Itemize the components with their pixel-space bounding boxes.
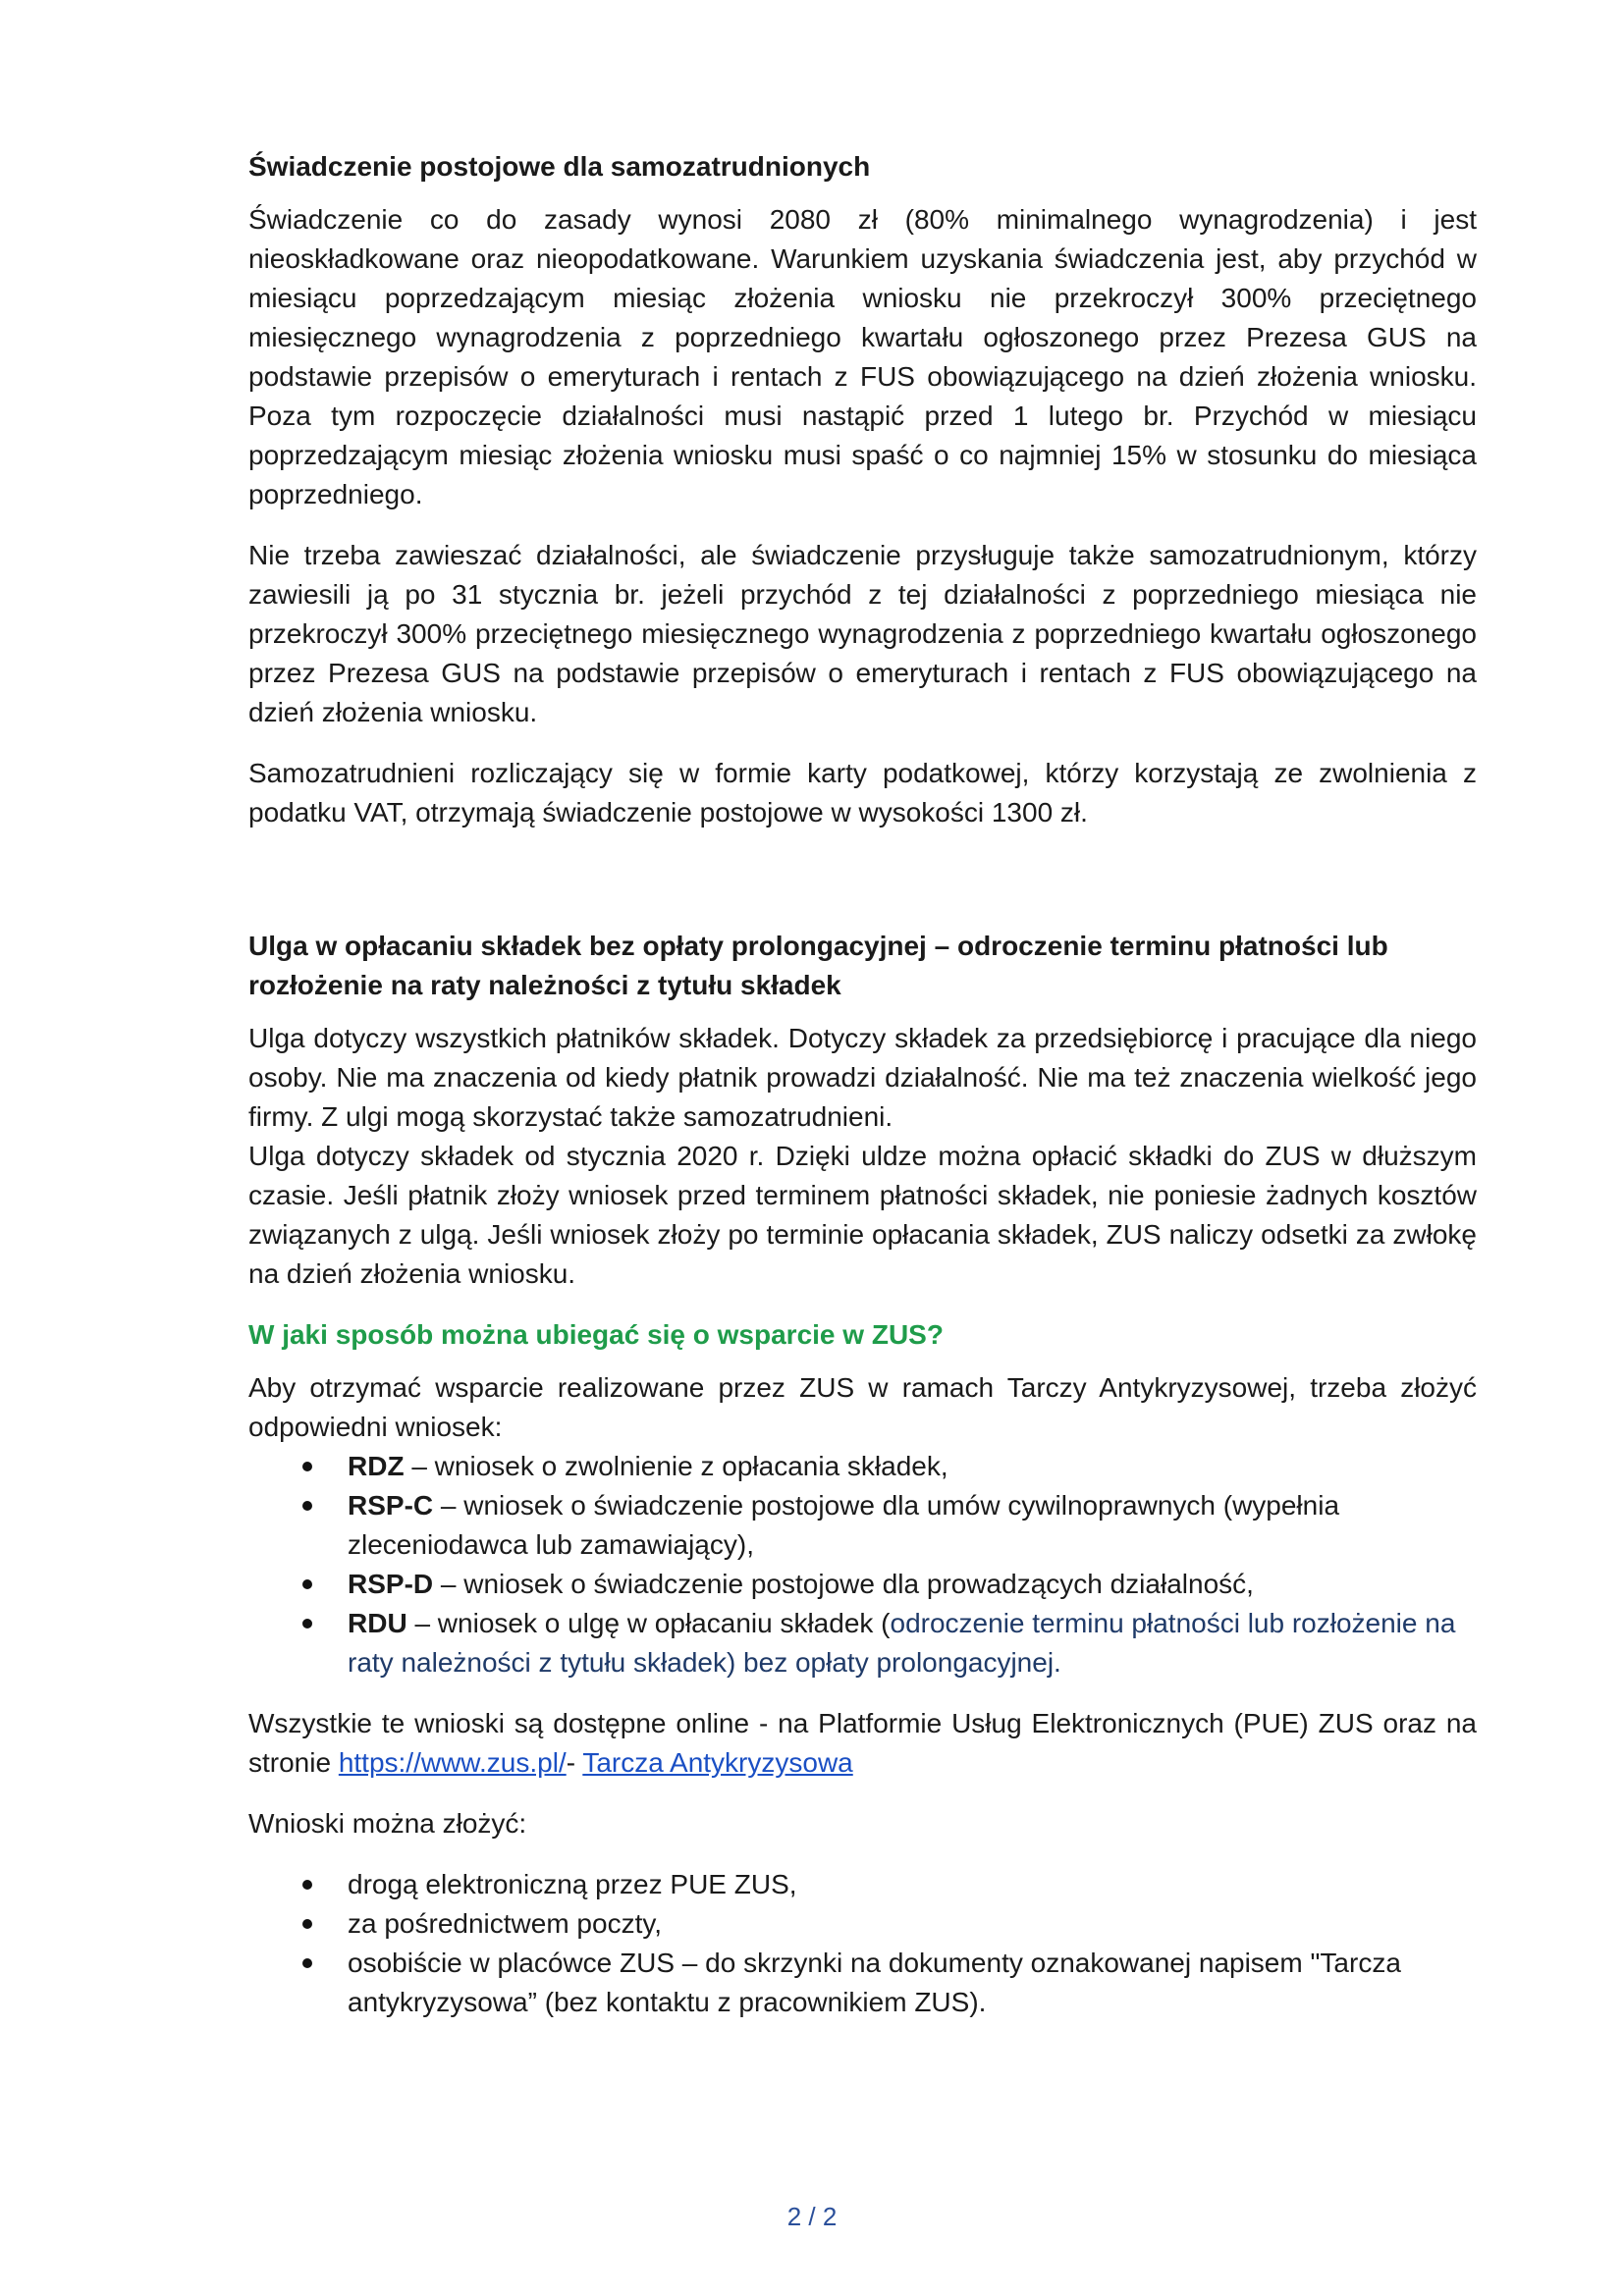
form-description: – wniosek o świadczenie postojowe dla prowadzących działalność, (433, 1569, 1254, 1599)
bullet-icon (302, 1919, 312, 1929)
channel-list-item (302, 1904, 1477, 1944)
channel-text: drogą elektroniczną przez PUE ZUS, (348, 1869, 797, 1899)
paragraph-postojowe-3: Samozatrudnieni rozliczający się w formie karty podatkowej, którzy korzystają ze zwolnienia z podatku VAT, otrzymają świadczenie postojowe w wysokości 1300 zł. (248, 758, 1477, 828)
paragraph-ulga-2: Ulga dotyczy składek od stycznia 2020 r. Dzięki uldze można opłacić składki do ZUS w dłuższym czasie. Jeśli płatnik złoży wniosek przed terminem płatności składek, nie poniesie żadnych kosztów związanych z ulgą. Jeśli wniosek złoży po terminie opłacania składek, ZUS naliczy odsetki za zwłokę na dzień złożenia wniosku. (248, 1141, 1477, 1289)
paragraph-online (248, 1704, 1477, 1783)
form-list-item-rdu (302, 1604, 1477, 1682)
form-description: – wniosek o zwolnienie z opłacania składek, (404, 1451, 948, 1481)
bullet-icon (302, 1958, 312, 1968)
form-code: RDU (348, 1608, 407, 1638)
bullet-icon (302, 1501, 312, 1511)
bullet-icon (302, 1579, 312, 1589)
form-description-highlight: odroczenie terminu płatności lub rozłożenie na raty należności z tytułu składek) bez opłaty prolongacyjnej. (348, 1608, 1456, 1678)
channel-list (248, 1865, 1477, 2022)
paragraph-how-to-submit: Wnioski można złożyć: (248, 1808, 527, 1839)
form-list-item-rdz (302, 1447, 1477, 1486)
channel-list-item (302, 1944, 1477, 2022)
section-heading-postojowe: Świadczenie postojowe dla samozatrudnionych (248, 151, 871, 182)
tarcza-antykryzysowa-link[interactable]: Tarcza Antykryzysowa (582, 1747, 853, 1778)
section-heading-ulga: Ulga w opłacaniu składek bez opłaty prolongacyjnej – odroczenie terminu płatności lub rozłożenie na raty należności z tytułu składek (248, 931, 1388, 1000)
channel-list-item (302, 1865, 1477, 1904)
paragraph-wsparcie-intro: Aby otrzymać wsparcie realizowane przez ZUS w ramach Tarczy Antykryzysowej, trzeba złożyć odpowiedni wniosek: (248, 1372, 1477, 1442)
link-separator: - (566, 1747, 583, 1778)
form-code: RSP-C (348, 1490, 434, 1521)
channel-text: za pośrednictwem poczty, (348, 1908, 663, 1939)
form-description: – wniosek o świadczenie postojowe dla umów cywilnoprawnych (wypełnia zleceniodawca lub zamawiający), (348, 1490, 1340, 1560)
form-description: – wniosek o ulgę w opłacaniu składek ( (406, 1608, 891, 1638)
form-code: RDZ (348, 1451, 405, 1481)
form-list-item-rsp-c (302, 1486, 1477, 1565)
section-heading-wsparcie: W jaki sposób można ubiegać się o wsparcie w ZUS? (248, 1319, 944, 1350)
page-number: 2 / 2 (786, 2202, 838, 2231)
zus-website-link[interactable]: https://www.zus.pl/ (338, 1747, 567, 1778)
bullet-icon (302, 1619, 312, 1629)
form-list-item-rsp-d (302, 1565, 1477, 1604)
form-code: RSP-D (348, 1569, 434, 1599)
bullet-icon (302, 1462, 312, 1471)
bullet-icon (302, 1880, 312, 1890)
channel-text: osobiście w placówce ZUS – do skrzynki na dokumenty oznakowanej napisem "Tarcza antykryzysowa” (bez kontaktu z pracownikiem ZUS). (348, 1948, 1401, 2017)
paragraph-ulga-1: Ulga dotyczy wszystkich płatników składek. Dotyczy składek za przedsiębiorcę i pracujące dla niego osoby. Nie ma znaczenia od kiedy płatnik prowadzi działalność. Nie ma też znaczenia wielkość jego firmy. Z ulgi mogą skorzystać także samozatrudnieni. (248, 1023, 1477, 1132)
online-text: Wszystkie te wnioski są dostępne online - na Platformie Usług Elektronicznych (PUE) ZUS oraz na stronie (248, 1708, 1477, 1778)
paragraph-postojowe-2: Nie trzeba zawieszać działalności, ale świadczenie przysługuje także samozatrudnionym, którzy zawiesili ją po 31 stycznia br. jeżeli przychód z tej działalności z poprzedniego miesiąca nie przekroczył 300% przeciętnego miesięcznego wynagrodzenia z poprzedniego kwartału ogłoszonego przez Prezesa GUS na podstawie przepisów o emeryturach i rentach z FUS obowiązującego na dzień złożenia wniosku. (248, 540, 1477, 727)
paragraph-postojowe-1: Świadczenie co do zasady wynosi 2080 zł (80% minimalnego wynagrodzenia) i jest nieoskładkowane oraz nieopodatkowane. Warunkiem uzyskania świadczenia jest, aby przychód w miesiącu poprzedzającym miesiąc złożenia wniosku nie przekroczył 300% przeciętnego miesięcznego wynagrodzenia z poprzedniego kwartału ogłoszonego przez Prezesa GUS na podstawie przepisów o emeryturach i rentach z FUS obowiązującego na dzień złożenia wniosku. Poza tym rozpoczęcie działalności musi nastąpić przed 1 lutego br. Przychód w miesiącu poprzedzającym miesiąc złożenia wniosku musi spaść o co najmniej 15% w stosunku do miesiąca poprzedniego. (248, 204, 1477, 509)
section-spacer (248, 854, 1477, 927)
form-list (248, 1447, 1477, 1682)
document-page (248, 147, 1477, 2044)
